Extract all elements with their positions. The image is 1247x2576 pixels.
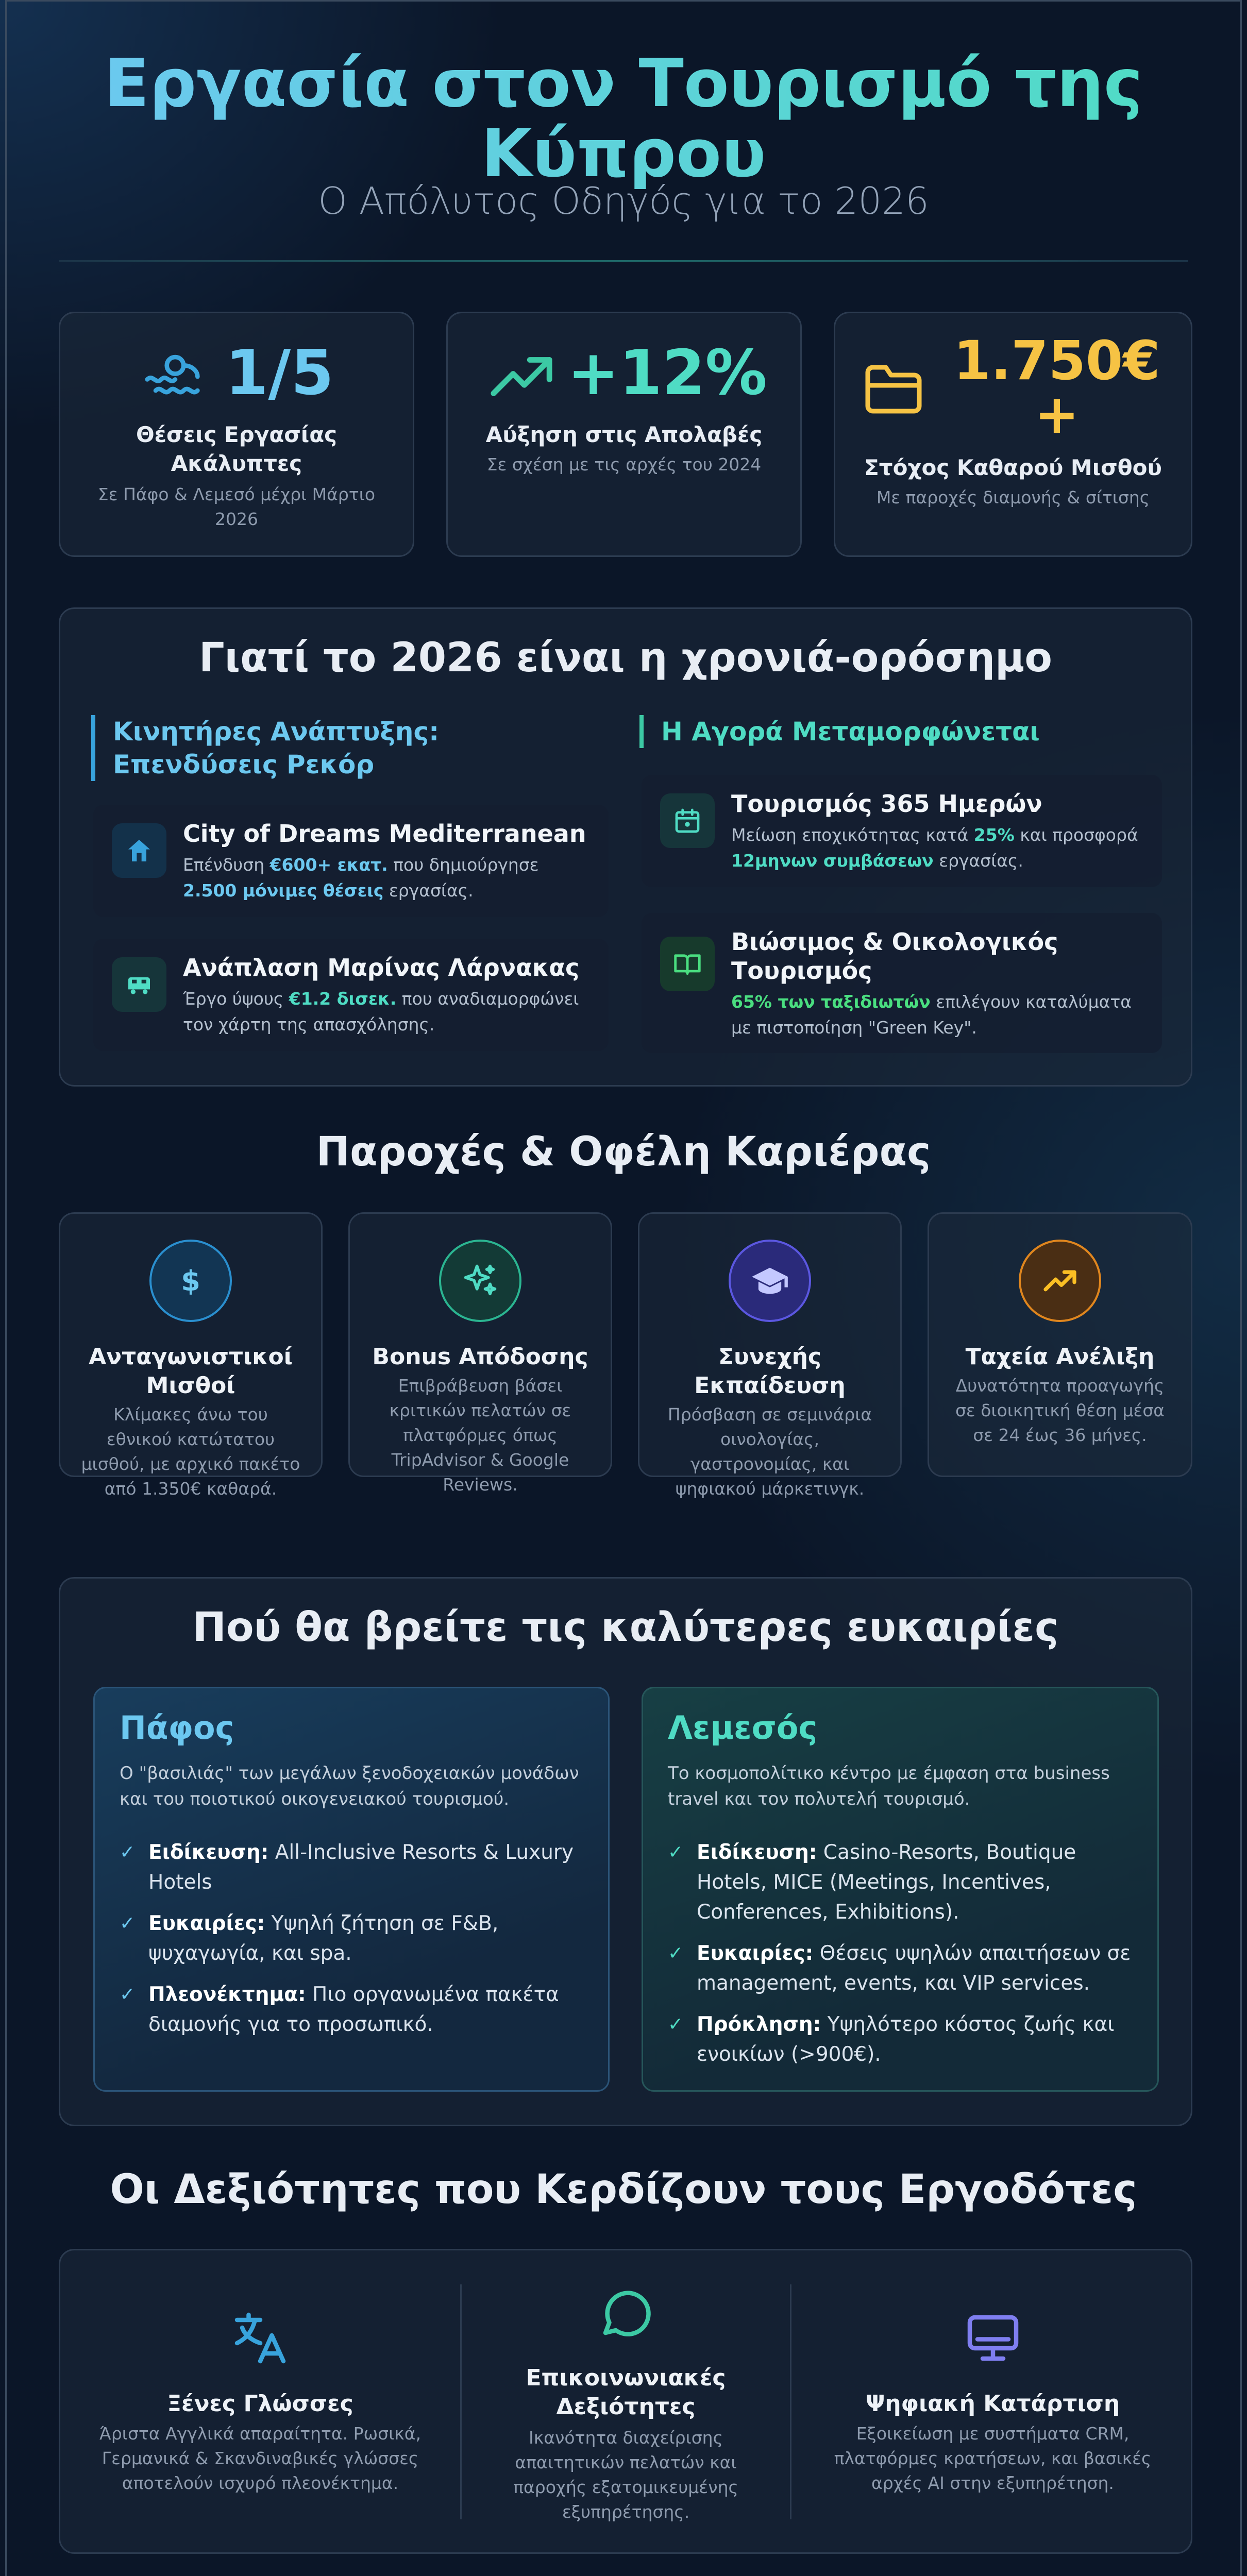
list-item xyxy=(642,913,1162,1053)
benefit-card xyxy=(348,1212,612,1495)
section-title: Παροχές & Οφέλη Καριέρας xyxy=(316,1129,931,1175)
check-icon: ✓ xyxy=(668,2014,684,2035)
check-icon: ✓ xyxy=(120,1913,136,1934)
city-description: Ο "βασιλιάς" των μεγάλων ξενοδοχειακών μονάδων και του ποιοτικού οικογενειακού τουρισμού. xyxy=(120,1763,579,1809)
section-title: Οι Δεξιότητες που Κερδίζουν τους Εργοδότες xyxy=(110,2166,1137,2213)
city-card-paphos xyxy=(93,1687,610,2092)
page-subtitle: Ο Απόλυτος Οδηγός για το 2026 xyxy=(318,179,929,223)
stat-card-salary xyxy=(834,312,1192,557)
item-title: Τουρισμός 365 Ημερών xyxy=(731,790,1042,818)
section-title: Πού θα βρείτε τις καλύτερες ευκαιρίες xyxy=(192,1604,1059,1651)
stat-value: 1.750€ + xyxy=(953,329,1160,446)
benefit-card xyxy=(59,1212,323,1499)
skill-description: Εξοικείωση με συστήματα CRM, πλατφόρμες κρατήσεων, και βασικές αρχές AI στην εξυπηρέτηση. xyxy=(834,2424,1152,2493)
graduation-cap-icon xyxy=(729,1240,811,1322)
benefit-title: Ανταγωνιστικοί Μισθοί xyxy=(89,1344,293,1399)
skill-item xyxy=(791,2250,1194,2555)
skill-title: Ψηφιακή Κατάρτιση xyxy=(865,2391,1120,2417)
check-icon: ✓ xyxy=(668,1842,684,1863)
skill-item xyxy=(462,2250,790,2555)
stat-card-vacancies xyxy=(59,312,414,557)
benefit-card xyxy=(928,1212,1192,1477)
check-icon: ✓ xyxy=(120,1842,136,1863)
city-description: Το κοσμοπολίτικο κέντρο με έμφαση στα business travel και τον πολυτελή τουρισμό. xyxy=(668,1763,1110,1809)
city-name: Πάφος xyxy=(120,1709,234,1747)
item-title: Ανάπλαση Μαρίνας Λάρνακας xyxy=(183,954,580,981)
benefit-title: Ταχεία Ανέλιξη xyxy=(965,1344,1155,1370)
column-heading: Η Αγορά Μεταμορφώνεται xyxy=(639,715,1155,748)
list-item: ✓ Ειδίκευση: All-Inclusive Resorts & Luxury Hotels xyxy=(120,1838,587,1897)
list-item: ✓ Ευκαιρίες: Υψηλή ζήτηση σε F&B, ψυχαγωγία, και spa. xyxy=(120,1909,587,1969)
check-icon: ✓ xyxy=(668,1943,684,1964)
list-item xyxy=(93,939,609,1051)
section-title: Γιατί το 2026 είναι η χρονιά-ορόσημο xyxy=(198,635,1052,681)
list-item: ✓ Πρόκληση: Υψηλότερο κόστος ζωής και ενοικίων (>900€). xyxy=(668,2010,1137,2070)
list-item xyxy=(642,775,1162,887)
benefit-description: Πρόσβαση σε σεμινάρια οινολογίας, γαστρονομίας, και ψηφιακού μάρκετινγκ. xyxy=(667,1404,872,1499)
stat-value: 1/5 xyxy=(225,337,334,409)
city-card-limassol xyxy=(642,1687,1159,2092)
stat-value: +12% xyxy=(567,337,767,409)
stat-label: Θέσεις Εργασίας Ακάλυπτες xyxy=(136,422,338,476)
folder-icon xyxy=(862,360,925,418)
skill-item xyxy=(60,2250,460,2555)
item-description: Έργο ύψους €1.2 δισεκ. που αναδιαμορφώνει τον χάρτη της απασχόλησης. xyxy=(183,989,579,1035)
dollar-icon: $ xyxy=(149,1240,232,1322)
stat-label: Αύξηση στις Απολαβές xyxy=(485,422,763,447)
benefit-description: Δυνατότητα προαγωγής σε διοικητική θέση μέσα σε 24 έως 36 μήνες. xyxy=(955,1376,1165,1445)
page-title: Εργασία στον Τουρισμό της Κύπρου xyxy=(59,49,1188,189)
waves-icon xyxy=(142,348,209,407)
item-title: City of Dreams Mediterranean xyxy=(183,820,586,848)
list-item: ✓ Πλεονέκτημα: Πιο οργανωμένα πακέτα διαμονής για το προσωπικό. xyxy=(120,1980,587,2040)
column-heading: Κινητήρες Ανάπτυξης: Επενδύσεις Ρεκόρ xyxy=(91,715,606,781)
benefit-card xyxy=(638,1212,902,1499)
benefit-title: Bonus Απόδοσης xyxy=(372,1344,588,1370)
stat-subtext: Σε σχέση με τις αρχές του 2024 xyxy=(486,454,762,474)
skill-description: Ικανότητα διαχείρισης απαιτητικών πελατών και παροχής εξατομικευμένης εξυπηρέτησης. xyxy=(513,2428,738,2522)
list-item xyxy=(93,805,609,917)
sparkles-icon xyxy=(439,1240,521,1322)
house-icon xyxy=(112,823,166,878)
ferry-icon xyxy=(112,957,166,1012)
skill-title: Ξένες Γλώσσες xyxy=(167,2391,353,2417)
translate-icon xyxy=(224,2302,296,2374)
city-points xyxy=(668,1838,1137,2081)
where-section xyxy=(59,1577,1192,2126)
benefit-title: Συνεχής Εκπαίδευση xyxy=(694,1344,846,1399)
list-item: ✓ Ειδίκευση: Casino-Resorts, Boutique Hotels, MICE (Meetings, Incentives, Conferences, Exhibitions). xyxy=(668,1838,1137,1927)
city-points xyxy=(120,1838,587,2051)
skill-title: Επικοινωνιακές Δεξιότητες xyxy=(526,2365,726,2420)
trending-up-icon xyxy=(488,348,555,407)
monitor-icon xyxy=(957,2302,1029,2374)
trending-up-icon xyxy=(1019,1240,1101,1322)
skills-section xyxy=(59,2249,1192,2554)
item-description: Μείωση εποχικότητας κατά 25% και προσφορά 12μηνων συμβάσεων εργασίας. xyxy=(731,825,1138,871)
stat-subtext: Με παροχές διαμονής & σίτισης xyxy=(876,487,1150,507)
benefit-description: Κλίμακες άνω του εθνικού κατώτατου μισθού, με αρχικό πακέτο από 1.350€ καθαρά. xyxy=(81,1404,300,1499)
check-icon: ✓ xyxy=(120,1984,136,2005)
city-name: Λεμεσός xyxy=(668,1709,818,1747)
item-title: Βιώσιμος & Οικολογικός Τουρισμός xyxy=(731,928,1058,985)
item-description: 65% των ταξιδιωτών επιλέγουν καταλύματα με πιστοποίηση "Green Key". xyxy=(731,992,1132,1038)
benefit-description: Επιβράβευση βάσει κριτικών πελατών σε πλατφόρμες όπως TripAdvisor & Google Reviews. xyxy=(389,1376,571,1495)
infographic-page xyxy=(5,0,1242,2576)
skill-description: Άριστα Αγγλικά απαραίτητα. Ρωσικά, Γερμανικά & Σκανδιναβικές γλώσσες αποτελούν ισχυρό πλεονέκτημα. xyxy=(99,2424,421,2493)
item-description: Επένδυση €600+ εκατ. που δημιούργησε 2.500 μόνιμες θέσεις εργασίας. xyxy=(183,855,539,901)
why-2026-section xyxy=(59,607,1192,1087)
stat-label: Στόχος Καθαρού Μισθού xyxy=(864,455,1162,480)
divider xyxy=(59,260,1188,262)
stat-card-earnings xyxy=(446,312,802,557)
stat-subtext: Σε Πάφο & Λεμεσό μέχρι Μάρτιο 2026 xyxy=(97,484,376,529)
book-icon xyxy=(660,937,715,991)
chat-bubble-icon xyxy=(590,2276,662,2348)
list-item: ✓ Ευκαιρίες: Θέσεις υψηλών απαιτήσεων σε management, events, και VIP services. xyxy=(668,1939,1137,1998)
calendar-icon xyxy=(660,793,715,848)
